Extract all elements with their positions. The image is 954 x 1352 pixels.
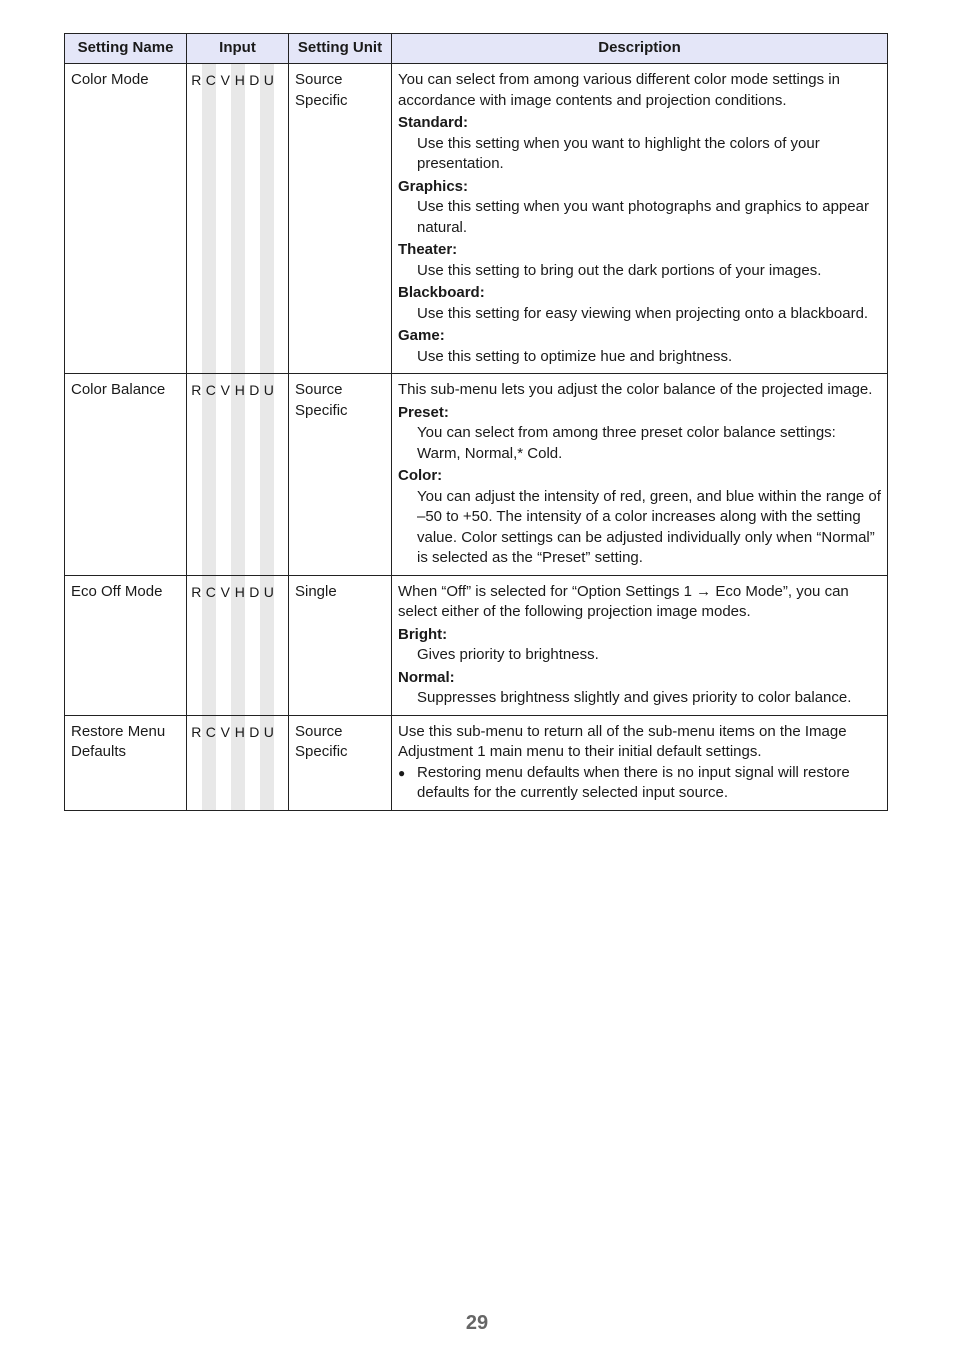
input-letters bbox=[187, 576, 288, 603]
input-letter-u: U bbox=[263, 72, 274, 88]
input-letter-h: H bbox=[234, 72, 245, 88]
input-letter-c: C bbox=[205, 382, 216, 398]
setting-unit: Source Specific bbox=[289, 715, 392, 810]
option-definition: Gives priority to brightness. bbox=[417, 646, 599, 663]
description bbox=[392, 715, 888, 810]
header-description: Description bbox=[392, 34, 888, 64]
input-letter-u: U bbox=[263, 583, 274, 600]
input-letters bbox=[187, 374, 288, 401]
option-term: Color: bbox=[398, 467, 443, 484]
option-term: Theater: bbox=[398, 241, 458, 258]
description bbox=[392, 575, 888, 715]
setting-name: Color Balance bbox=[65, 374, 187, 576]
input-letter-h: H bbox=[234, 723, 245, 740]
input-letter-v: V bbox=[220, 583, 230, 600]
page-number: 29 bbox=[465, 1312, 489, 1334]
setting-unit: Source Specific bbox=[289, 64, 392, 374]
description-intro: When “Off” is selected for “Option Settings 1 → Eco Mode”, you can select either of the following projection image modes. bbox=[398, 582, 849, 620]
description bbox=[392, 374, 888, 576]
input-letter-d: D bbox=[249, 382, 260, 398]
setting-unit: Source Specific bbox=[289, 374, 392, 576]
bullet-icon: ● bbox=[398, 765, 406, 780]
input-letter-d: D bbox=[249, 72, 260, 88]
input-cell bbox=[187, 575, 289, 715]
input-letter-r: R bbox=[191, 382, 202, 398]
header-input: Input bbox=[187, 34, 289, 64]
input-letter-r: R bbox=[191, 72, 202, 88]
option-definition: Use this setting when you want photographs and graphics to appear natural. bbox=[417, 198, 869, 236]
input-letter-h: H bbox=[234, 583, 245, 600]
option-term: Standard: bbox=[398, 114, 469, 131]
setting-name: Color Mode bbox=[65, 64, 187, 374]
input-cell bbox=[187, 64, 289, 374]
option-definition: Use this setting when you want to highlight the colors of your presentation. bbox=[417, 134, 820, 172]
input-letter-r: R bbox=[191, 583, 202, 600]
table-row bbox=[65, 575, 888, 715]
header-row bbox=[65, 34, 888, 64]
input-letter-r: R bbox=[191, 723, 202, 740]
option-term: Game: bbox=[398, 327, 445, 344]
input-letter-v: V bbox=[220, 723, 230, 740]
option-definition: Use this setting for easy viewing when projecting onto a blackboard. bbox=[417, 304, 869, 322]
input-letter-c: C bbox=[205, 723, 216, 740]
option-definition: You can select from among three preset color balance settings: Warm, Normal,* Cold. bbox=[417, 424, 836, 462]
input-letter-u: U bbox=[263, 723, 274, 740]
input-letter-h: H bbox=[234, 382, 245, 398]
input-letter-d: D bbox=[249, 583, 260, 600]
input-cell bbox=[187, 374, 289, 576]
option-definition: Use this setting to optimize hue and brightness. bbox=[417, 347, 733, 365]
table-row bbox=[65, 64, 888, 374]
input-letters bbox=[187, 716, 288, 743]
description-intro: This sub-menu lets you adjust the color balance of the projected image. bbox=[398, 381, 873, 398]
input-letter-v: V bbox=[220, 382, 230, 398]
header-setting-unit: Setting Unit bbox=[289, 34, 392, 64]
setting-unit: Single bbox=[289, 575, 392, 715]
input-letter-v: V bbox=[220, 72, 230, 88]
input-letter-u: U bbox=[263, 382, 274, 398]
settings-table bbox=[64, 33, 888, 811]
input-letter-c: C bbox=[205, 583, 216, 600]
input-letter-d: D bbox=[249, 723, 260, 740]
option-definition: You can adjust the intensity of red, green, and blue within the range of –50 to +50. The intensity of a color increases along with the setting value. Color settings can be adjusted individually only when “Normal” is selected as the “Preset” setting. bbox=[417, 487, 881, 566]
option-term: Bright: bbox=[398, 625, 448, 643]
header-setting-name: Setting Name bbox=[65, 34, 187, 64]
description bbox=[392, 64, 888, 374]
table-row bbox=[65, 715, 888, 810]
input-cell bbox=[187, 715, 289, 810]
setting-name: Eco Off Mode bbox=[65, 575, 187, 715]
description-intro: Use this sub-menu to return all of the sub-menu items on the Image Adjustment 1 main menu to their initial default settings. bbox=[398, 722, 847, 760]
input-letters bbox=[187, 64, 288, 91]
bullet-note bbox=[398, 763, 881, 804]
input-letter-c: C bbox=[205, 72, 216, 88]
option-term: Blackboard: bbox=[398, 284, 485, 301]
bullet-text: Restoring menu defaults when there is no input signal will restore defaults for the currently selected input source. bbox=[417, 763, 850, 801]
option-term: Normal: bbox=[398, 668, 455, 686]
option-definition: Suppresses brightness slightly and gives priority to color balance. bbox=[417, 689, 852, 706]
option-term: Preset: bbox=[398, 403, 449, 421]
table-row bbox=[65, 374, 888, 576]
option-definition: Use this setting to bring out the dark portions of your images. bbox=[417, 261, 822, 279]
description-intro: You can select from among various different color mode settings in accordance with image contents and projection conditions. bbox=[398, 71, 840, 109]
option-term: Graphics: bbox=[398, 177, 469, 195]
setting-name: Restore Menu Defaults bbox=[65, 715, 187, 810]
